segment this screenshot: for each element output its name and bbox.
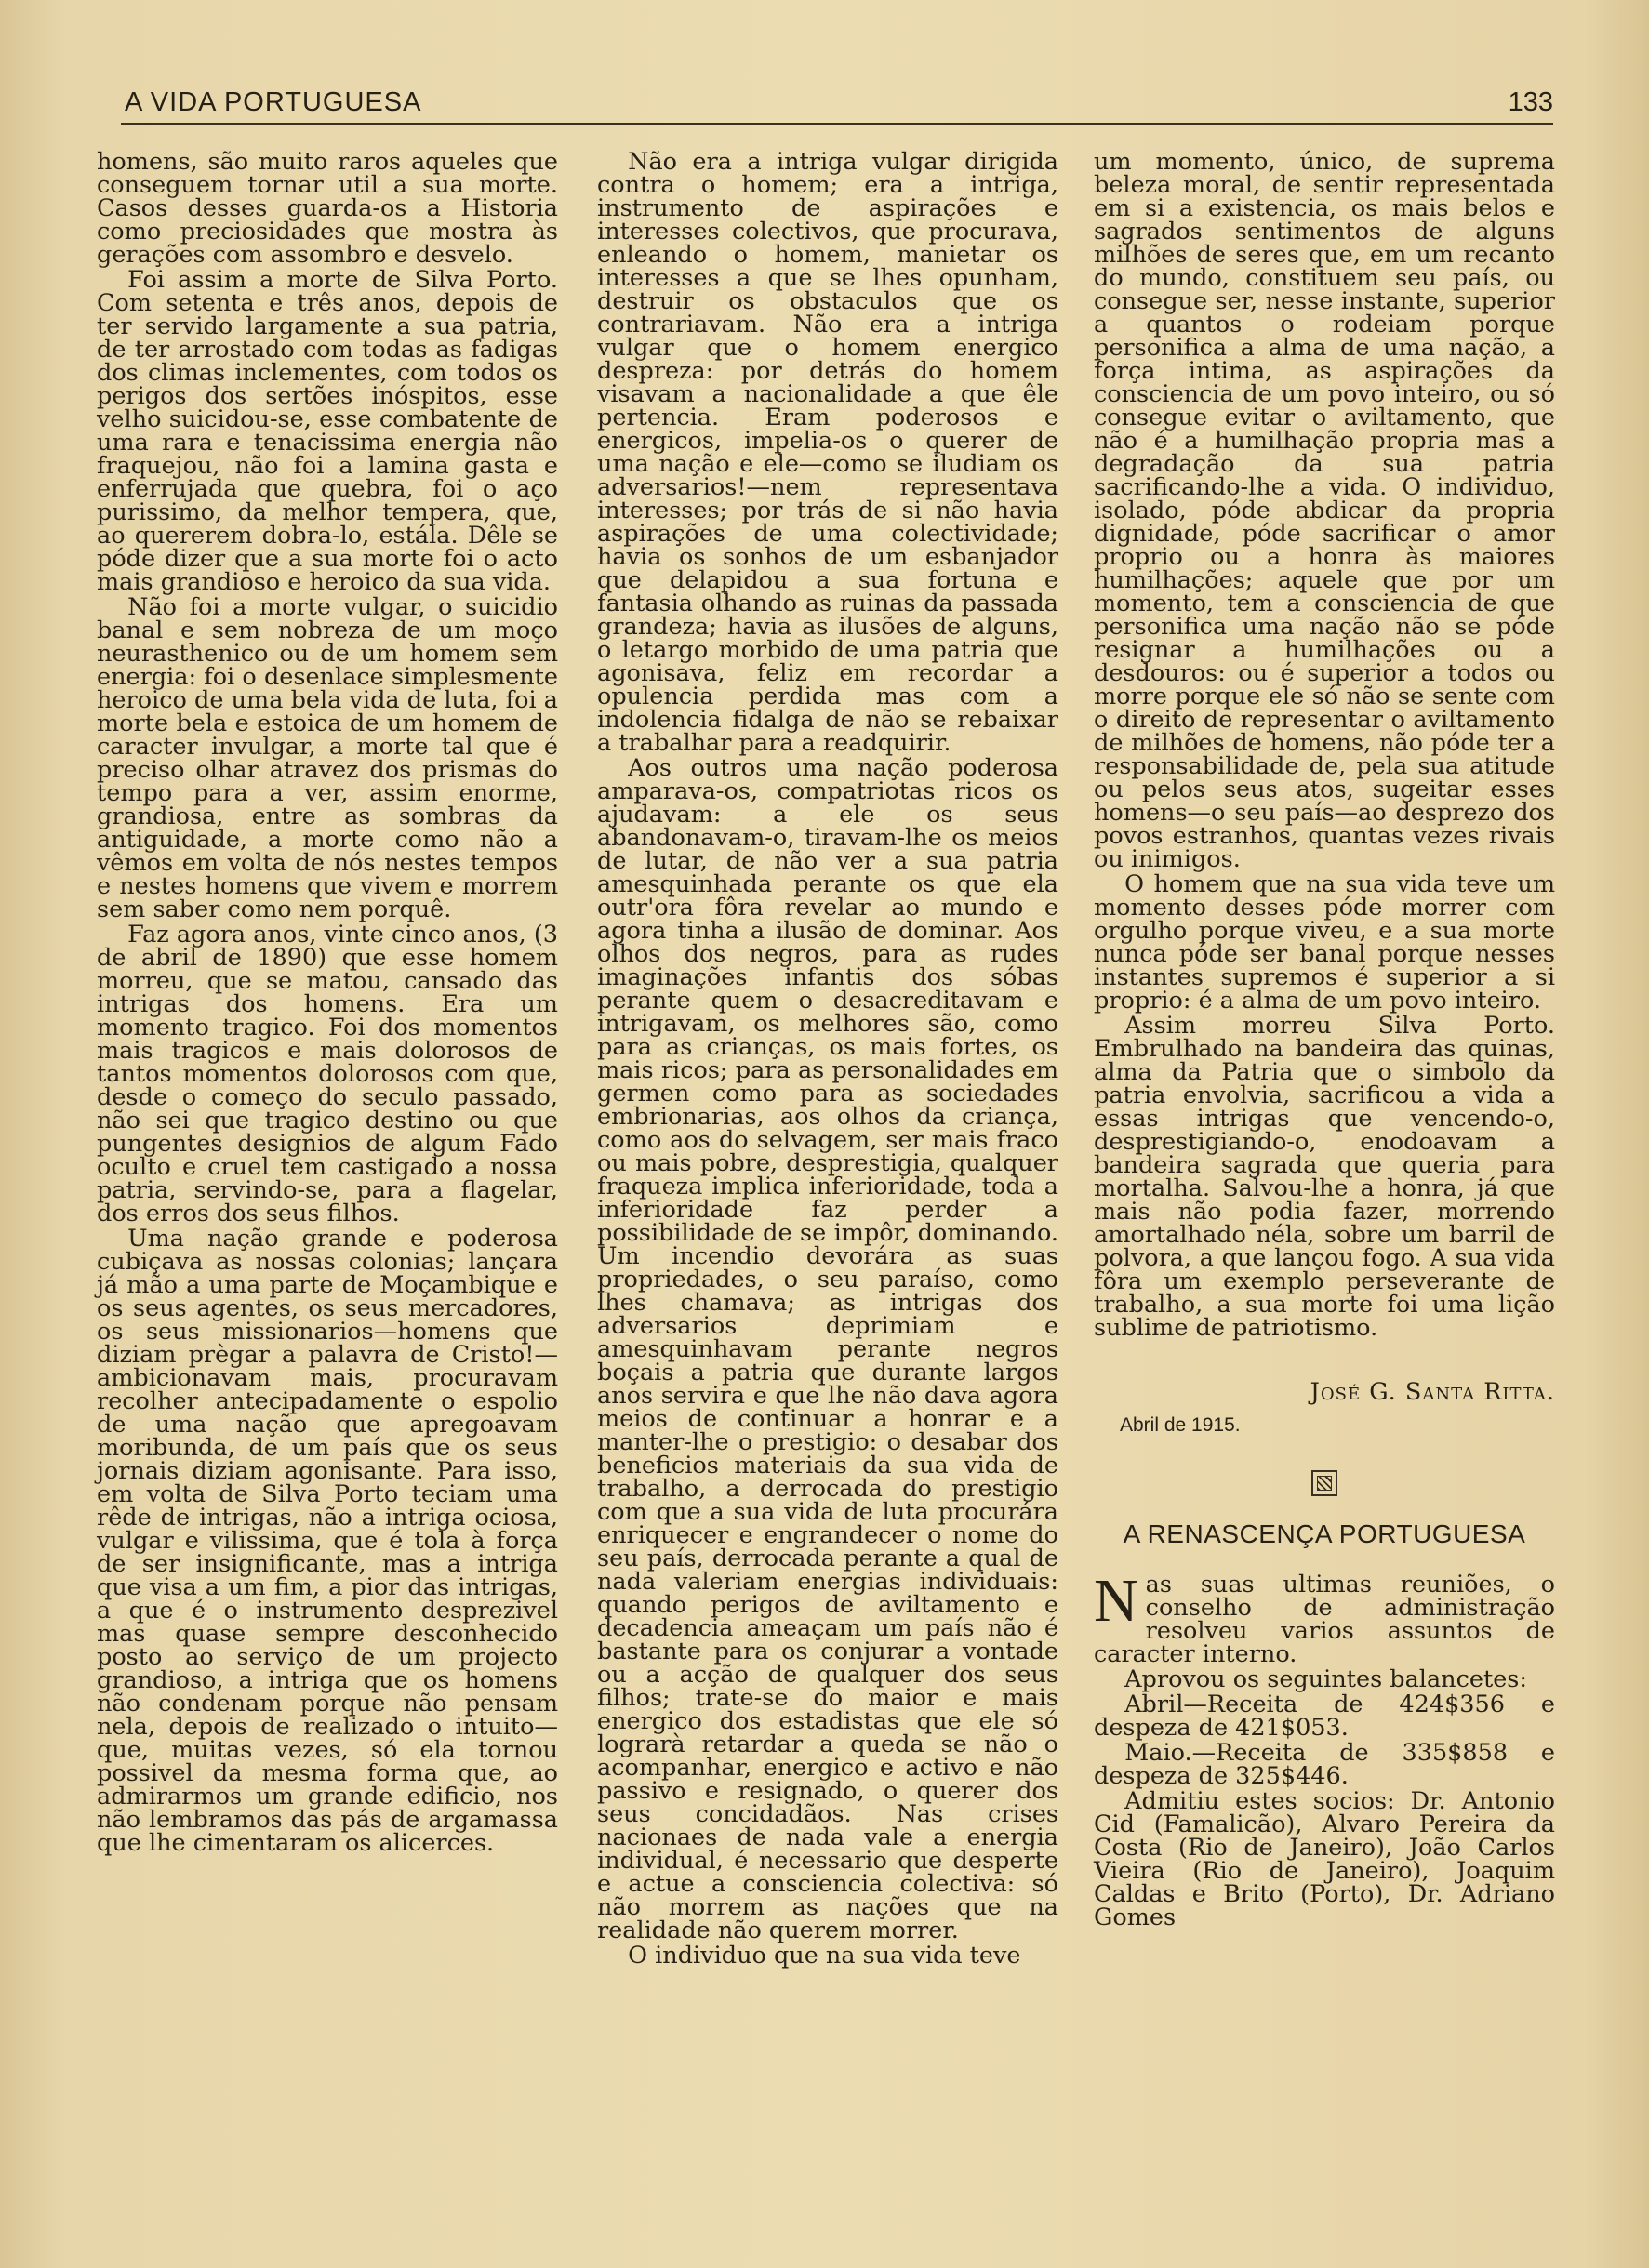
paragraph: homens, são muito raros aqueles que conseguem tornar util a sua morte. Casos desses guarda-os a Historia como preciosidades que mostra às gerações com assombro e desvelo.: [97, 148, 558, 269]
paragraph: Não foi a morte vulgar, o suicidio banal e sem nobreza de um moço neurasthenico ou de um homem sem energia: foi o desenlace simplesmente heroico de uma bela vida de luta, foi a morte bela e estoica de um homem de caracter invulgar, a morte tal que é preciso olhar atravez dos prismas do tempo para a ver, assim enorme, grandiosa, entre as sombras da antiguidade, a morte como não a vêmos em volta de nós nestes tempos e nestes homens que vivem e morrem sem saber como nem porquê.: [97, 593, 558, 923]
section-first-paragraph-text: as suas ultimas reuniões, o conselho de administração resolveu varios assuntos de caracter interno.: [1094, 1571, 1555, 1668]
dateline: Abril de 1915.: [1120, 1414, 1241, 1436]
paragraph: Maio.—Receita de 335$858 e despeza de 325$446.: [1094, 1739, 1555, 1790]
column-2: [597, 148, 1058, 1970]
running-title: A VIDA PORTUGUESA: [125, 87, 422, 117]
paragraph: Aprovou os seguintes balancetes:: [1124, 1665, 1527, 1693]
column-1: [97, 148, 558, 1857]
author-signature: José G. Santa Ritta.: [1310, 1378, 1555, 1406]
page-header: [121, 82, 1553, 125]
paragraph: Abril—Receita de 424$356 e despeza de 421$053.: [1094, 1691, 1555, 1742]
paragraph: Não era a intriga vulgar dirigida contra o homem; era a intriga, instrumento de aspirações e interesses colectivos, que procurava, enleando o homem, manietar os interesses a que se lhes opunham, destruir os obstaculos que os contrariavam. Não era a intriga vulgar que o homem energico despreza: por detrás do homem visavam a nacionalidade a que êle pertencia. Eram poderosos e energicos, impelia-os o querer de uma nação e ele—como se iludiam os adversarios!—nem representava interesses; por trás de si não havia aspirações de uma colectividade; havia os sonhos de um esbanjador que delapidou a sua fortuna e fantasia olhando as ruinas da passada grandeza; havia as ilusões de alguns, o letargo morbido de uma patria que agonisava, feliz em recordar a opulencia perdida mas com a indolencia fidalga de não se rebaixar a trabalhar para a readquirir.: [597, 148, 1058, 757]
paragraph: Assim morreu Silva Porto. Embrulhado na bandeira das quinas, alma da Patria que o simbolo da patria envolvia, sacrificou a vida a essas intrigas que vencendo-o, desprestigiando-o, enodoavam a bandeira sagrada que queria para mortalha. Salvou-lhe a honra, já que mais não podia fazer, morrendo amortalhado néla, sobre um barril de polvora, a que lançou fogo. A sua vida fôra um exemplo perseverante de trabalho, a sua morte foi uma lição sublime de patriotismo.: [1094, 1012, 1555, 1342]
paragraph: Admitiu estes socios: Dr. Antonio Cid (Famalicão), Alvaro Pereira da Costa (Rio de Janeiro), João Carlos Vieira (Rio de Janeiro), Joaquim Caldas e Brito (Porto), Dr. Adriano Gomes: [1094, 1787, 1555, 1931]
section-title: A RENASCENÇA PORTUGUESA: [1123, 1519, 1526, 1548]
paragraph: Aos outros uma nação poderosa amparava-os, compatriotas ricos os ajudavam: a ele os seus abandonavam-o, tiravam-lhe os meios de lutar, de não ver a sua patria amesquinhada perante os que ela outr'ora fôra revelar ao mundo e agora tinha a ilusão de dominar. Aos olhos dos negros, para as rudes imaginações infantis dos sóbas perante quem o desacreditavam e intrigavam, os melhores são, como para as crianças, os mais fortes, os mais ricos; para as personalidades em germen como para as sociedades embrionarias, aos olhos da criança, como aos do selvagem, ser mais fraco ou mais pobre, desprestigia, qualquer fraqueza implica inferioridade, toda a inferioridade faz perder a possibilidade de se impôr, dominando. Um incendio devorára as suas propriedades, o seu paraíso, como lhes chamava; as intrigas dos adversarios deprimiam e amesquinhavam perante negros boçais a patria que durante largos anos servira e que lhe não dava agora meios de continuar a honrar e a manter-lhe o prestigio: o desabar dos beneficios materiais da sua vida de trabalho, a derrocada do prestigio com que a sua vida de luta procurára enriquecer e engrandecer o nome do seu país, derrocada perante a qual de nada valeriam energias individuais: quando perigos de aviltamento e decadencia ameaçam um país não é bastante para os conjurar a vontade ou a acção de qualquer dos seus filhos; trate-se do maior e mais energico dos estadistas que ele só lograrà retardar a queda se não o acompanhar, energico e activo e não passivo e resignado, o querer dos seus concidadãos. Nas crises nacionaes de nada vale a energia individual, é necessario que desperte e actue a consciencia colectiva: só não morrem as nações que na realidade não querem morrer.: [597, 754, 1058, 1944]
paragraph: um momento, único, de suprema beleza moral, de sentir representada em si a existencia, os mais belos e sagrados sentimentos de alguns milhões de seres que, em um recanto do mundo, constituem seu país, ou consegue ser, nesse instante, superior a quantos o rodeiam porque personifica a alma de uma nação, a força intima, as aspirações da consciencia de um povo inteiro, ou só consegue evitar o aviltamento, que não é a humilhação propria mas a degradação da sua patria sacrificando-lhe a vida. O individuo, isolado, póde abdicar da propria dignidade, póde sacrificar o amor proprio ou a honra às maiores humilhações; aquele que por um momento, tem a consciencia de que personifica uma nação não se póde resignar a humilhações ou a desdouros: ou é superior a todos ou morre porque ele só não se sente com o direito de representar o aviltamento de milhões de homens, não póde ter a responsabilidade de, pela sua atitude ou pelos seus atos, sugeitar esses homens—o seu país—ao desprezo dos povos estranhos, quantas vezes rivais ou inimigos.: [1094, 148, 1555, 873]
square-ornament-icon: [1311, 1470, 1337, 1496]
paragraph: O homem que na sua vida teve um momento desses póde morrer com orgulho porque viveu, e a sua morte nunca póde ser banal porque nesses instantes supremos é superior a si proprio: é a alma de um povo inteiro.: [1094, 870, 1555, 1015]
column-3: [1094, 148, 1555, 1931]
paragraph: Foi assim a morte de Silva Porto. Com setenta e três anos, depois de ter servido largamente a sua patria, de ter arrostado com todas as fadigas dos climas inclementes, com todos os perigos dos sertões inóspitos, esse velho suicidou-se, esse combatente de uma rara e tenacissima energia não fraquejou, não foi a lamina gasta e enferrujada que quebra, foi o aço purissimo, da melhor tempera, que, ao quererem dobra-lo, estála. Dêle se póde dizer que a sua morte foi o acto mais grandioso e heroico da sua vida.: [97, 266, 558, 596]
paragraph: Uma nação grande e poderosa cubiçava as nossas colonias; lançara já mão a uma parte de Moçambique e os seus agentes, os seus mercadores, os seus missionarios—homens que diziam prègar a palavra de Cristo!—ambicionavam mais, procuravam recolher antecipadamente o espolio de uma nação que apregoavam moribunda, de um país que os seus jornais diziam agonisante. Para isso, em volta de Silva Porto teciam uma rêde de intrigas, não a intriga ociosa, vulgar e vilissima, que é tola à força de ser insignificante, mas a intriga que visa a um fim, a pior das intrigas, a que é o instrumento desprezivel mas quase sempre desconhecido posto ao serviço de um projecto grandioso, a intriga que os homens não condenam porque não pensam nela, depois de realizado o intuito—que, muitas vezes, só ela tornou possivel da mesma forma que, ao admirarmos um grande edificio, nos não lembramos das pás de argamassa que lhe cimentaram os alicerces.: [97, 1225, 558, 1857]
drop-cap: N: [1094, 1567, 1138, 1635]
paragraph: O individuo que na sua vida teve: [628, 1942, 1021, 1970]
page-number: 133: [1508, 87, 1553, 117]
paragraph: Faz agora anos, vinte cinco anos, (3 de abril de 1890) que esse homem morreu, que se matou, cansado das intrigas dos homens. Era um momento tragico. Foi dos momentos mais tragicos e mais dolorosos de tantos momentos dolorosos com que, desde o começo do seculo passado, não sei que tragico destino ou que pungentes designios de algum Fado oculto e cruel tem castigado a nossa patria, servindo-se, para a flagelar, dos erros dos seus filhos.: [97, 921, 558, 1227]
section-first-paragraph: [1094, 1567, 1555, 1668]
